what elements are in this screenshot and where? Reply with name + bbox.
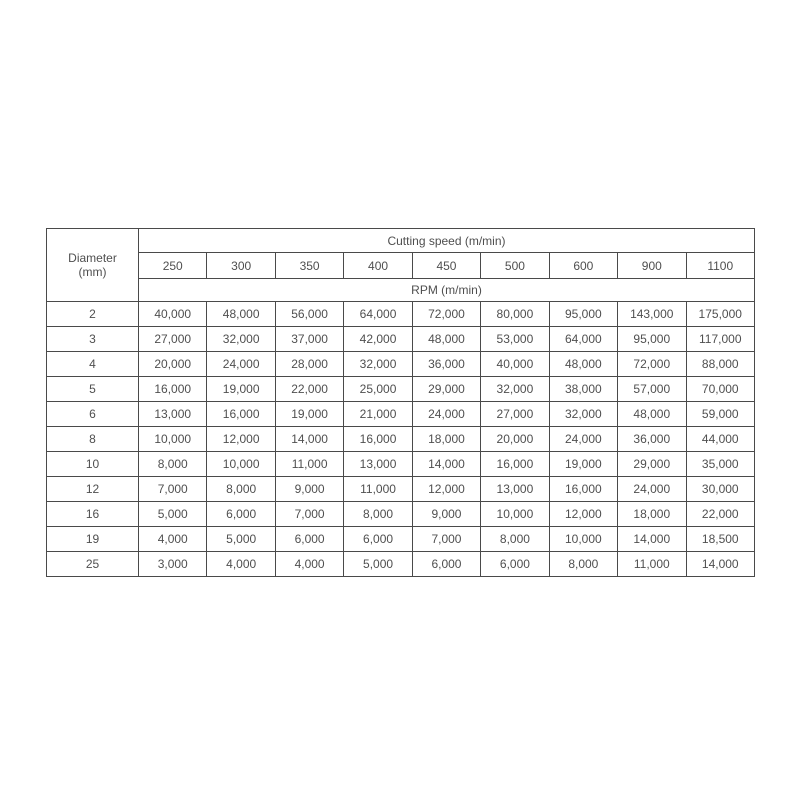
rpm-cell: 12,000 (207, 427, 275, 452)
rpm-cell: 175,000 (686, 302, 755, 327)
rpm-cell: 12,000 (549, 502, 617, 527)
rpm-cell: 40,000 (139, 302, 207, 327)
diameter-cell: 6 (47, 402, 139, 427)
rpm-cell: 14,000 (412, 452, 480, 477)
rpm-cell: 8,000 (344, 502, 412, 527)
rpm-cell: 28,000 (275, 352, 343, 377)
rpm-cell: 36,000 (618, 427, 686, 452)
rpm-cell: 6,000 (207, 502, 275, 527)
table-body (47, 302, 755, 577)
rpm-cell: 14,000 (618, 527, 686, 552)
rpm-cell: 8,000 (549, 552, 617, 577)
diameter-header-cell (47, 229, 139, 302)
rpm-cell: 20,000 (481, 427, 549, 452)
diameter-cell: 4 (47, 352, 139, 377)
rpm-cell: 21,000 (344, 402, 412, 427)
speed-column-header: 1100 (686, 253, 755, 279)
rpm-cell: 16,000 (481, 452, 549, 477)
rpm-cell: 22,000 (275, 377, 343, 402)
rpm-cell: 72,000 (618, 352, 686, 377)
rpm-cell: 48,000 (549, 352, 617, 377)
rpm-cell: 70,000 (686, 377, 755, 402)
rpm-cell: 95,000 (549, 302, 617, 327)
table-row (47, 427, 755, 452)
rpm-cell: 53,000 (481, 327, 549, 352)
table-row (47, 527, 755, 552)
rpm-cell: 44,000 (686, 427, 755, 452)
header-row-speed-values (47, 253, 755, 279)
rpm-cell: 29,000 (618, 452, 686, 477)
cutting-speed-header-cell: Cutting speed (m/min) (139, 229, 755, 253)
rpm-cell: 5,000 (344, 552, 412, 577)
rpm-cell: 16,000 (139, 377, 207, 402)
header-row-cutting-speed (47, 229, 755, 253)
rpm-cell: 95,000 (618, 327, 686, 352)
speed-column-header: 500 (481, 253, 549, 279)
rpm-cell: 36,000 (412, 352, 480, 377)
rpm-cell: 13,000 (481, 477, 549, 502)
cutting-speed-rpm-table (46, 228, 755, 577)
rpm-cell: 10,000 (549, 527, 617, 552)
rpm-cell: 35,000 (686, 452, 755, 477)
rpm-cell: 8,000 (207, 477, 275, 502)
rpm-cell: 59,000 (686, 402, 755, 427)
rpm-cell: 11,000 (275, 452, 343, 477)
diameter-cell: 2 (47, 302, 139, 327)
rpm-cell: 8,000 (139, 452, 207, 477)
rpm-cell: 5,000 (139, 502, 207, 527)
rpm-cell: 10,000 (207, 452, 275, 477)
rpm-cell: 4,000 (275, 552, 343, 577)
rpm-cell: 64,000 (549, 327, 617, 352)
rpm-cell: 42,000 (344, 327, 412, 352)
rpm-cell: 25,000 (344, 377, 412, 402)
speed-column-header: 300 (207, 253, 275, 279)
rpm-cell: 38,000 (549, 377, 617, 402)
rpm-cell: 6,000 (412, 552, 480, 577)
rpm-cell: 20,000 (139, 352, 207, 377)
rpm-cell: 10,000 (139, 427, 207, 452)
rpm-cell: 24,000 (618, 477, 686, 502)
rpm-cell: 9,000 (412, 502, 480, 527)
rpm-cell: 11,000 (618, 552, 686, 577)
table-row (47, 552, 755, 577)
diameter-cell: 12 (47, 477, 139, 502)
diameter-cell: 5 (47, 377, 139, 402)
rpm-cell: 57,000 (618, 377, 686, 402)
diameter-cell: 3 (47, 327, 139, 352)
table-row (47, 377, 755, 402)
rpm-cell: 19,000 (207, 377, 275, 402)
rpm-cell: 117,000 (686, 327, 755, 352)
header-row-rpm (47, 279, 755, 302)
rpm-cell: 5,000 (207, 527, 275, 552)
rpm-cell: 6,000 (275, 527, 343, 552)
rpm-cell: 3,000 (139, 552, 207, 577)
rpm-cell: 32,000 (481, 377, 549, 402)
rpm-cell: 56,000 (275, 302, 343, 327)
table-row (47, 477, 755, 502)
rpm-cell: 22,000 (686, 502, 755, 527)
rpm-cell: 80,000 (481, 302, 549, 327)
rpm-cell: 37,000 (275, 327, 343, 352)
speed-column-header: 250 (139, 253, 207, 279)
rpm-cell: 24,000 (549, 427, 617, 452)
rpm-cell: 14,000 (686, 552, 755, 577)
rpm-cell: 72,000 (412, 302, 480, 327)
speed-column-header: 450 (412, 253, 480, 279)
rpm-cell: 13,000 (344, 452, 412, 477)
rpm-cell: 10,000 (481, 502, 549, 527)
table-row (47, 452, 755, 477)
rpm-cell: 6,000 (344, 527, 412, 552)
diameter-cell: 10 (47, 452, 139, 477)
diameter-header-line1: Diameter (68, 251, 117, 265)
diameter-cell: 8 (47, 427, 139, 452)
rpm-cell: 40,000 (481, 352, 549, 377)
rpm-cell: 4,000 (207, 552, 275, 577)
rpm-header-cell: RPM (m/min) (139, 279, 755, 302)
rpm-cell: 8,000 (481, 527, 549, 552)
speed-column-header: 900 (618, 253, 686, 279)
rpm-cell: 11,000 (344, 477, 412, 502)
rpm-cell: 48,000 (412, 327, 480, 352)
rpm-cell: 64,000 (344, 302, 412, 327)
speed-column-header: 600 (549, 253, 617, 279)
rpm-cell: 7,000 (139, 477, 207, 502)
rpm-cell: 32,000 (549, 402, 617, 427)
rpm-cell: 18,500 (686, 527, 755, 552)
rpm-cell: 14,000 (275, 427, 343, 452)
table-row (47, 502, 755, 527)
rpm-cell: 16,000 (344, 427, 412, 452)
rpm-cell: 16,000 (207, 402, 275, 427)
rpm-cell: 7,000 (275, 502, 343, 527)
table-row (47, 327, 755, 352)
rpm-cell: 30,000 (686, 477, 755, 502)
rpm-cell: 18,000 (412, 427, 480, 452)
rpm-cell: 19,000 (275, 402, 343, 427)
rpm-cell: 9,000 (275, 477, 343, 502)
rpm-cell: 12,000 (412, 477, 480, 502)
rpm-cell: 48,000 (618, 402, 686, 427)
table-row (47, 402, 755, 427)
diameter-cell: 19 (47, 527, 139, 552)
rpm-cell: 143,000 (618, 302, 686, 327)
diameter-cell: 25 (47, 552, 139, 577)
speed-column-header: 400 (344, 253, 412, 279)
table-row (47, 352, 755, 377)
rpm-cell: 88,000 (686, 352, 755, 377)
rpm-cell: 32,000 (344, 352, 412, 377)
rpm-cell: 7,000 (412, 527, 480, 552)
speed-column-header: 350 (275, 253, 343, 279)
rpm-cell: 19,000 (549, 452, 617, 477)
diameter-cell: 16 (47, 502, 139, 527)
rpm-cell: 29,000 (412, 377, 480, 402)
rpm-cell: 24,000 (207, 352, 275, 377)
rpm-cell: 4,000 (139, 527, 207, 552)
rpm-cell: 6,000 (481, 552, 549, 577)
rpm-cell: 13,000 (139, 402, 207, 427)
rpm-cell: 18,000 (618, 502, 686, 527)
rpm-cell: 27,000 (481, 402, 549, 427)
rpm-cell: 16,000 (549, 477, 617, 502)
rpm-cell: 48,000 (207, 302, 275, 327)
rpm-cell: 24,000 (412, 402, 480, 427)
rpm-cell: 32,000 (207, 327, 275, 352)
diameter-header-line2: (mm) (78, 265, 107, 279)
table-row (47, 302, 755, 327)
rpm-cell: 27,000 (139, 327, 207, 352)
